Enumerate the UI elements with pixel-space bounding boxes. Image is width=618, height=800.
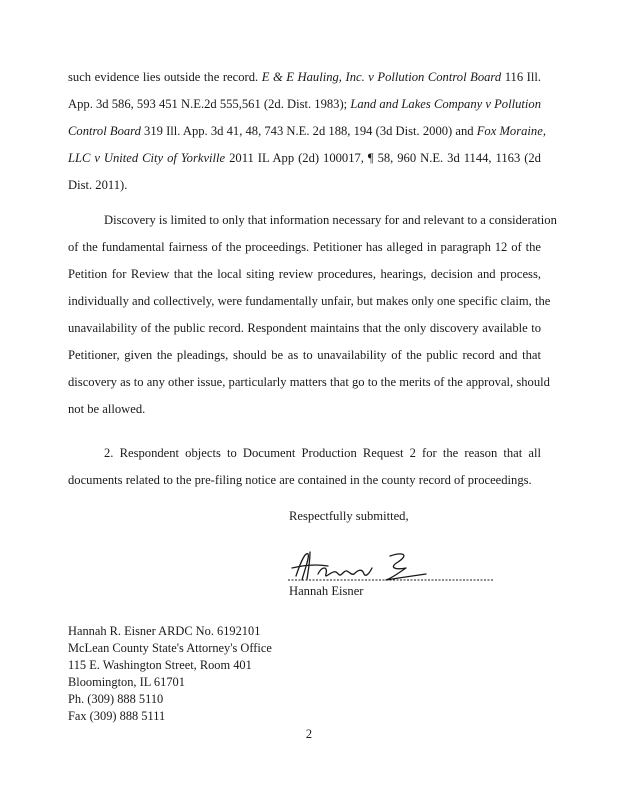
case-name: E & E Hauling, Inc. v Pollution Control Board (261, 70, 502, 84)
signature-image (288, 548, 498, 588)
address-line: Bloomington, IL 61701 (68, 675, 185, 689)
closing-text: Respectfully submitted, (289, 509, 409, 523)
case-name: LLC v United City of Yorkville (68, 151, 226, 165)
body-line: unavailability of the public record. Respondent maintains that the only discovery available to (68, 321, 541, 335)
body-line: Petition for Review that the local siting review procedures, hearings, decision and process, (68, 267, 541, 281)
body-line: Petitioner, given the pleadings, should be as to unavailability of the public record and that (68, 348, 541, 362)
address-line: Hannah R. Eisner ARDC No. 6192101 (68, 624, 261, 638)
address-line: McLean County State's Attorney's Office (68, 641, 272, 655)
body-line: discovery as to any other issue, particularly matters that go to the merits of the approval, should (68, 375, 550, 389)
body-line: Discovery is limited to only that information necessary for and relevant to a consideration (104, 213, 557, 227)
body-line: not be allowed. (68, 402, 146, 416)
body-line: documents related to the pre-filing notice are contained in the county record of proceedings. (68, 473, 532, 487)
citation-line-1: such evidence lies outside the record. E & E Hauling, Inc. v Pollution Control Board 116 Ill. (68, 70, 542, 84)
case-name: Control Board (68, 124, 141, 138)
signer-name: Hannah Eisner (289, 584, 364, 598)
address-line: 115 E. Washington Street, Room 401 (68, 658, 252, 672)
body-line: individually and collectively, were fundamentally unfair, but makes only one specific claim, the (68, 294, 551, 308)
citation-line-2: App. 3d 586, 593 451 N.E.2d 555,561 (2d. Dist. 1983); Land and Lakes Company v Pollution (68, 97, 541, 111)
page-number: 2 (305, 727, 313, 741)
citation-line-3: Control Board 319 Ill. App. 3d 41, 48, 743 N.E. 2d 188, 194 (3d Dist. 2000) and Fox Moraine, (68, 124, 546, 138)
citation-line-5: Dist. 2011). (68, 178, 128, 192)
case-name: Land and Lakes Company v Pollution (350, 97, 541, 111)
body-line: 2. Respondent objects to Document Production Request 2 for the reason that all (104, 446, 541, 460)
citation-line-4: LLC v United City of Yorkville 2011 IL App (2d) 100017, ¶ 58, 960 N.E. 3d 1144, 1163 (2d (68, 151, 541, 165)
address-line: Ph. (309) 888 5110 (68, 692, 164, 706)
body-line: of the fundamental fairness of the proceedings. Petitioner has alleged in paragraph 12 of the (68, 240, 541, 254)
case-name: Fox Moraine, (476, 124, 546, 138)
address-line: Fax (309) 888 5111 (68, 709, 166, 723)
